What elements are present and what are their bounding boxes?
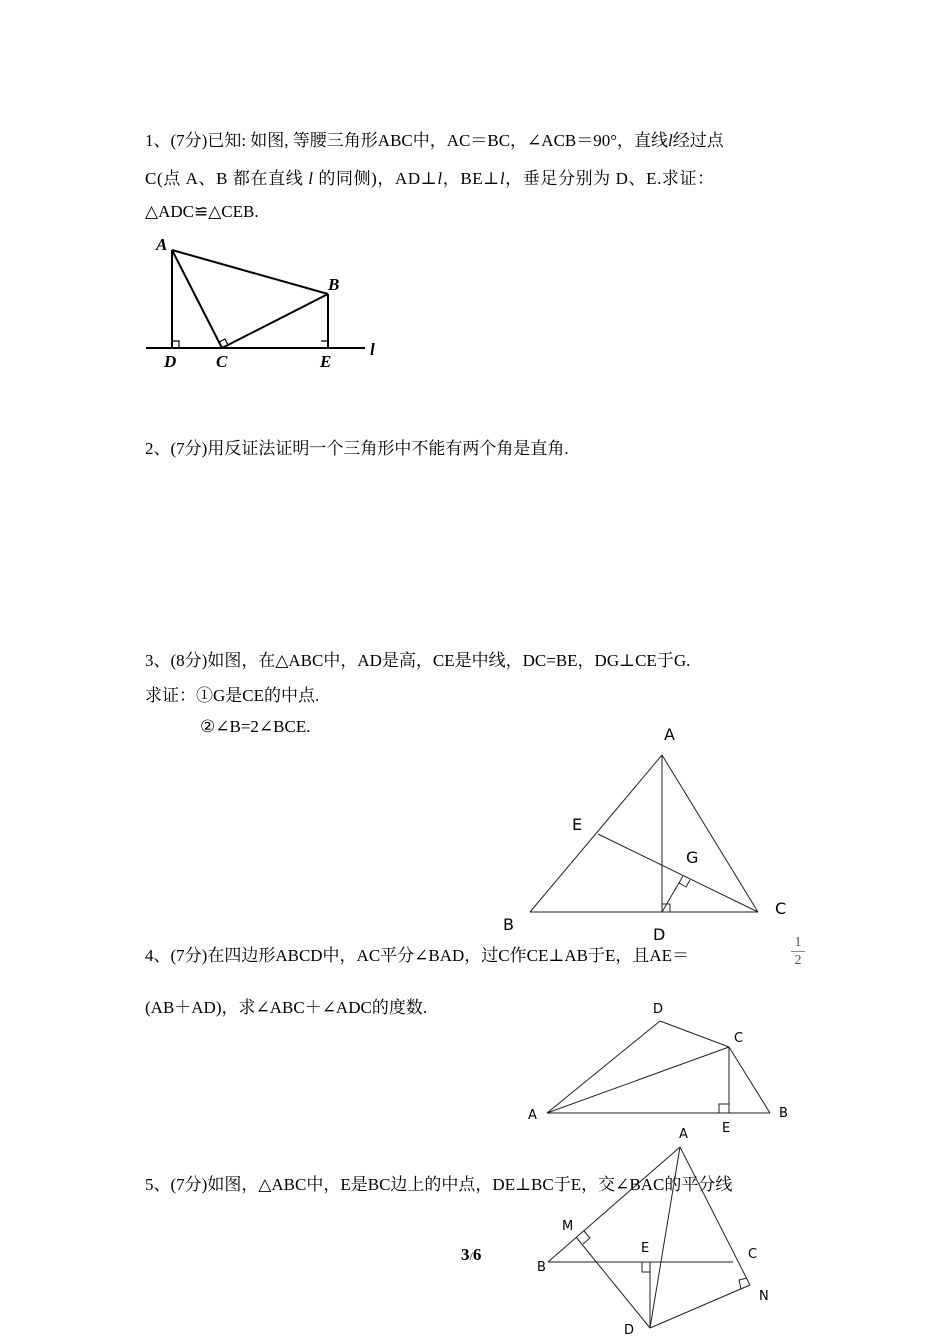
right-angle-D xyxy=(172,341,179,348)
q2-line1: 2、(7分)用反证法证明一个三角形中不能有两个角是直角. xyxy=(145,439,569,458)
label-C: C xyxy=(734,1031,744,1046)
fraction-denominator: 2 xyxy=(794,953,802,968)
segment-AN xyxy=(680,1147,750,1285)
segment-AD xyxy=(547,1021,660,1113)
label-G: G xyxy=(686,848,699,867)
segment-AC xyxy=(547,1047,729,1113)
label-C: C xyxy=(748,1247,758,1262)
label-C: C xyxy=(775,899,787,918)
right-angle-E xyxy=(719,1104,729,1113)
figure-q3 xyxy=(530,755,758,912)
q4-line2: (AB＋AD)，求∠ABC＋∠ADC的度数. xyxy=(145,998,428,1017)
segment-DC xyxy=(660,1021,729,1047)
fraction-numerator: 1 xyxy=(791,935,805,952)
segment-ND xyxy=(650,1285,750,1328)
right-angle-M xyxy=(583,1231,590,1244)
label-A: A xyxy=(664,725,675,744)
label-E: E xyxy=(320,352,332,371)
q1-line2-c: ，BE⊥ xyxy=(442,169,500,188)
q5-line1: 5、(7分)如图，△ABC中，E是BC边上的中点，DE⊥BC于E，交∠BAC的平分线 xyxy=(145,1175,733,1194)
segment-MD xyxy=(576,1237,650,1328)
right-angle-G xyxy=(679,880,690,887)
label-N: N xyxy=(759,1289,769,1304)
label-B: B xyxy=(503,915,514,934)
label-D: D xyxy=(624,1323,635,1338)
label-A: A xyxy=(679,1127,688,1142)
right-angle-E xyxy=(642,1262,650,1272)
q1-line2-d: ，垂足分别为 D、E.求证： xyxy=(505,169,715,188)
line-l-italic: l xyxy=(668,131,673,150)
q3-line1: 3、(8分)如图，在△ABC中，AD是高，CE是中线，DC=BE，DG⊥CE于G. xyxy=(145,651,691,670)
label-C: C xyxy=(216,352,228,371)
segment-DG xyxy=(662,876,683,912)
page-sep: / xyxy=(469,1249,473,1263)
figure-q1 xyxy=(146,250,365,348)
line-l-italic: l xyxy=(308,169,314,188)
q1-line2-b: 的同侧)，AD⊥ xyxy=(318,169,438,188)
segment-AC xyxy=(172,250,222,348)
label-B: B xyxy=(779,1106,788,1121)
q1-line3: △ADC≌△CEB. xyxy=(145,202,259,221)
label-D: D xyxy=(653,1002,664,1017)
label-B: B xyxy=(328,275,340,294)
segment-AB xyxy=(530,755,662,912)
q3-line3: ②∠B=2∠BCE. xyxy=(200,717,311,736)
page-total: 6 xyxy=(472,1245,482,1264)
label-A: A xyxy=(528,1108,537,1123)
label-M: M xyxy=(562,1219,574,1234)
segment-CB xyxy=(729,1047,770,1113)
label-B: B xyxy=(537,1260,546,1275)
segment-AB xyxy=(548,1147,680,1262)
q4-line1: 4、(7分)在四边形ABCD中，AC平分∠BAD，过C作CE⊥AB于E，且AE＝ xyxy=(145,946,690,965)
line-l-italic: l xyxy=(437,169,443,188)
right-angle-E xyxy=(321,341,328,348)
segment-CB xyxy=(222,294,328,348)
label-A: A xyxy=(156,235,168,254)
label-D: D xyxy=(164,352,177,371)
q1-line2-a: C(点 A、B 都在直线 xyxy=(145,169,304,188)
q3-line2: 求证：①G是CE的中点. xyxy=(145,686,320,705)
label-l: l xyxy=(370,340,375,359)
segment-AB xyxy=(172,250,328,294)
q1-line1-end: 经过点 xyxy=(672,131,724,150)
label-E: E xyxy=(722,1121,731,1136)
label-E: E xyxy=(641,1241,650,1256)
figure-q5 xyxy=(548,1147,750,1328)
label-D: D xyxy=(653,925,666,944)
line-l-italic: l xyxy=(499,169,506,188)
segment-AD xyxy=(650,1147,680,1328)
label-E: E xyxy=(572,815,583,834)
q1-line1-text: 1、(7分)已知: 如图, 等腰三角形ABC中，AC＝BC，∠ACB＝90°，直线 xyxy=(145,131,669,150)
page-current: 3 xyxy=(461,1245,470,1264)
